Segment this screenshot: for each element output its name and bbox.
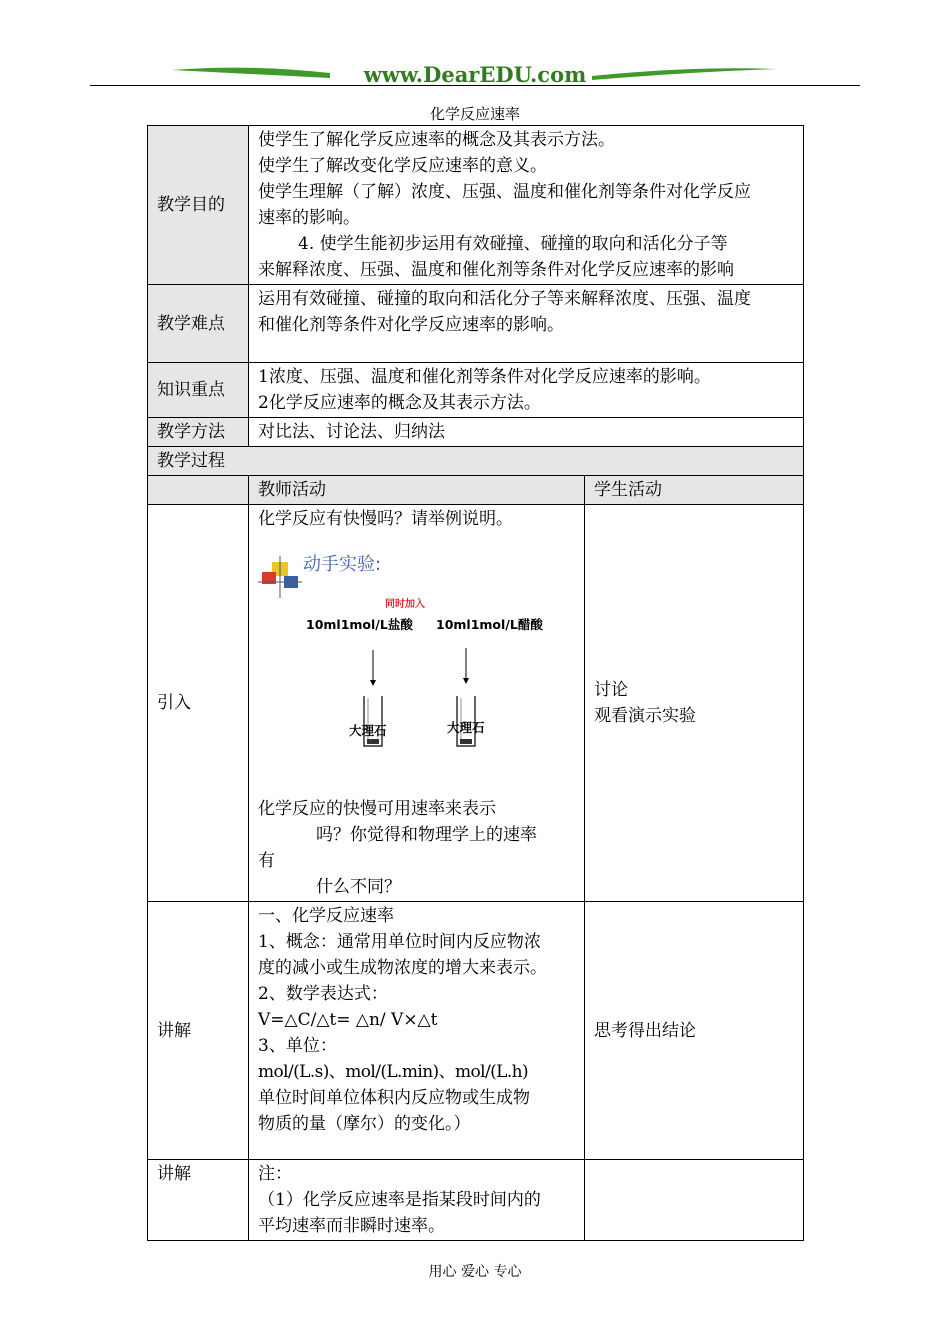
objective-line: 使学生理解（了解）浓度、压强、温度和催化剂等条件对化学反应: [258, 182, 751, 202]
explain1-line: 度的减小或生成物浓度的增大来表示。: [258, 958, 547, 978]
right-solid-label: 大理石: [447, 720, 485, 735]
right-arrow-head: [463, 678, 469, 684]
intro-label: 引入: [148, 505, 249, 902]
logo-text: www.DearEDU.com: [363, 62, 587, 87]
objective-line: 来解释浓度、压强、温度和催化剂等条件对化学反应速率的影响: [258, 260, 734, 280]
left-reagent-label: 10ml1mol/L盐酸: [306, 617, 413, 632]
intro-tail-line: 化学反应的快慢可用速率来表示: [258, 799, 496, 819]
difficulty-line: 和催化剂等条件对化学反应速率的影响。: [258, 315, 564, 335]
difficulty-line: 运用有效碰撞、碰撞的取向和活化分子等来解释浓度、压强、温度: [258, 289, 751, 309]
row-process: [148, 447, 804, 476]
objectives-label: 教学目的: [148, 126, 249, 285]
document-title: 化学反应速率: [429, 105, 520, 123]
explain1-units: mol/(L.s)、mol/(L.min)、mol/(L.h): [258, 1062, 529, 1082]
row-column-headers: [148, 476, 804, 505]
left-arrow-head: [370, 680, 376, 686]
objective-line: 速率的影响。: [258, 208, 360, 228]
header-rule: [90, 85, 860, 86]
row-method: [148, 418, 804, 447]
simultaneous-label: 同时加入: [385, 599, 425, 610]
lesson-plan-table: [147, 125, 804, 1241]
explain1-formula: V=△C/△t= △n/ V×△t: [258, 1010, 438, 1030]
explain2-teacher-content: [249, 1160, 585, 1241]
key-points-label: 知识重点: [148, 363, 249, 418]
intro-tail-line: 吗？你觉得和物理学上的速率: [316, 825, 537, 845]
explain2-label: 讲解: [148, 1160, 249, 1241]
explain1-line: 一、化学反应速率: [258, 906, 394, 926]
intro-tail-line: 有: [258, 851, 275, 871]
row-explain-1: [148, 902, 804, 1160]
intro-student-line: 讨论: [594, 680, 628, 700]
key-point-line: 1浓度、压强、温度和催化剂等条件对化学反应速率的影响。: [258, 367, 711, 387]
row-intro: [148, 505, 804, 902]
key-point-line: 2化学反应速率的概念及其表示方法。: [258, 393, 541, 413]
process-label: 教学过程: [148, 447, 804, 476]
difficulty-content: [249, 285, 804, 363]
explain1-teacher-content: [249, 902, 585, 1160]
explain2-line: 平均速率而非瞬时速率。: [258, 1216, 445, 1236]
explain2-line: 注：: [258, 1164, 292, 1184]
left-solid-label: 大理石: [349, 723, 387, 738]
explain1-line: 3、单位：: [258, 1036, 337, 1056]
objective-line: 4. 使学生能初步运用有效碰撞、碰撞的取向和活化分子等: [298, 234, 728, 254]
experiment-figure: [258, 534, 575, 796]
column-header-blank: [148, 476, 249, 505]
explain1-line: 1、概念：通常用单位时间内反应物浓: [258, 932, 541, 952]
explain2-line: （1）化学反应速率是指某段时间内的: [258, 1190, 541, 1210]
experiment-title: 动手实验:: [303, 554, 382, 575]
row-difficulty: [148, 285, 804, 363]
intro-student-line: 观看演示实验: [594, 706, 696, 726]
objective-line: 使学生了解化学反应速率的概念及其表示方法。: [258, 130, 615, 150]
explain1-line: 单位时间单位体积内反应物或生成物: [258, 1088, 530, 1108]
explain1-line: 2、数学表达式：: [258, 984, 388, 1004]
page-footer: 用心 爱心 专心: [428, 1264, 522, 1280]
row-explain-2: [148, 1160, 804, 1241]
row-key-points: [148, 363, 804, 418]
intro-student-content: [585, 505, 804, 902]
explain1-student-content: 思考得出结论: [585, 902, 804, 1160]
intro-question: 化学反应有快慢吗？请举例说明。: [258, 509, 513, 529]
intro-tail-line: 什么不同？: [316, 877, 401, 897]
key-points-content: [249, 363, 804, 418]
explain2-student-content: [585, 1160, 804, 1241]
column-header-teacher: 教师活动: [249, 476, 585, 505]
column-header-student: 学生活动: [585, 476, 804, 505]
logo-right-swoosh: [592, 68, 778, 80]
difficulty-label: 教学难点: [148, 285, 249, 363]
objectives-content: [249, 126, 804, 285]
method-label: 教学方法: [148, 418, 249, 447]
intro-teacher-content: [249, 505, 585, 902]
logo-left-swoosh: [172, 68, 330, 78]
objective-line: 使学生了解改变化学反应速率的意义。: [258, 156, 547, 176]
row-objectives: [148, 126, 804, 285]
explain1-line: 物质的量（摩尔）的变化。）: [258, 1114, 471, 1134]
right-reagent-label: 10ml1mol/L醋酸: [436, 617, 543, 632]
explain1-label: 讲解: [148, 902, 249, 1160]
method-content: 对比法、讨论法、归纳法: [249, 418, 804, 447]
